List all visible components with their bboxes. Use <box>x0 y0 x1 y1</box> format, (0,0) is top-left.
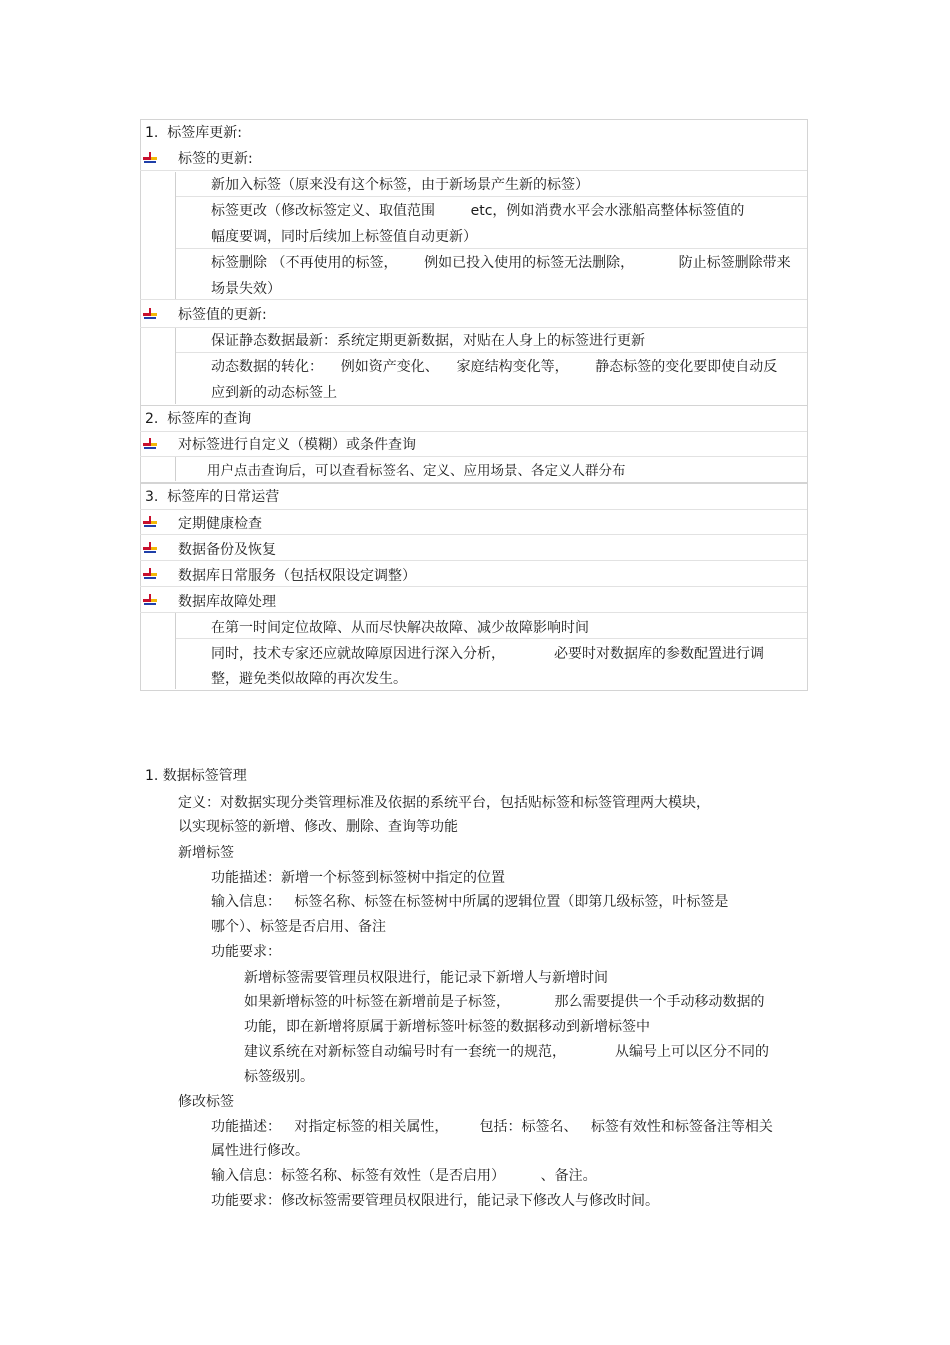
item-delete-label-1: 标签删除 （不再使用的标签， 例如已投入使用的标签无法删除， 防止标签删除带来 <box>211 255 791 271</box>
row-separator <box>140 327 807 328</box>
item-change-label-1: 标签更改（修改标签定义、取值范围 etc，例如消费水平会水涨船高整体标签值的 <box>211 203 745 219</box>
add-input-info-1: 输入信息： 标签名称、标签在标签树中所属的逻辑位置（即第几级标签，叶标签是 <box>211 894 729 910</box>
item-dynamic-data-2: 应到新的动态标签上 <box>211 385 337 401</box>
item-static-data: 保证静态数据最新：系统定期更新数据，对贴在人身上的标签进行更新 <box>211 333 645 349</box>
subsection-add-label: 新增标签 <box>178 845 234 861</box>
row-separator <box>140 431 807 432</box>
indent-line <box>175 172 176 299</box>
bullet-value-update: 标签值的更新: <box>178 307 267 323</box>
edit-input-info: 输入信息：标签名称、标签有效性（是否启用） 、备注。 <box>211 1168 597 1184</box>
bookmark-bullet-icon <box>143 542 157 555</box>
row-separator <box>176 196 807 197</box>
indent-line <box>175 613 176 689</box>
bookmark-bullet-icon <box>143 568 157 581</box>
row-separator <box>140 612 807 613</box>
row-separator <box>140 534 807 535</box>
heading-daily-operations: 3. 标签库的日常运营 <box>145 489 280 505</box>
section-title-data-label-management: 1. 数据标签管理 <box>145 768 247 784</box>
bullet-custom-query: 对标签进行自定义（模糊）或条件查询 <box>178 437 416 453</box>
indent-line <box>175 328 176 404</box>
row-separator <box>140 560 807 561</box>
bookmark-bullet-icon <box>143 308 157 321</box>
bullet-daily-service: 数据库日常服务（包括权限设定调整） <box>178 568 416 584</box>
bookmark-bullet-icon <box>143 438 157 451</box>
row-separator <box>176 352 807 353</box>
edit-function-desc-1: 功能描述： 对指定标签的相关属性， 包括：标签名、 标签有效性和标签备注等相关 <box>211 1119 773 1135</box>
bullet-health-check: 定期健康检查 <box>178 516 262 532</box>
bookmark-bullet-icon <box>143 594 157 607</box>
definition-line-1: 定义：对数据实现分类管理标准及依据的系统平台，包括贴标签和标签管理两大模块， <box>178 795 710 811</box>
heading-label-library-query: 2. 标签库的查询 <box>145 411 252 427</box>
add-function-desc: 功能描述：新增一个标签到标签树中指定的位置 <box>211 870 505 886</box>
add-req-item-1: 新增标签需要管理员权限进行，能记录下新增人与新增时间 <box>244 970 608 986</box>
add-req-item-3b: 标签级别。 <box>244 1069 314 1085</box>
bullet-fault-handling: 数据库故障处理 <box>178 594 276 610</box>
bookmark-bullet-icon <box>143 152 157 165</box>
item-dynamic-data-1: 动态数据的转化： 例如资产变化、 家庭结构变化等， 静态标签的变化要即使自动反 <box>211 359 778 375</box>
definition-line-2: 以实现标签的新增、修改、删除、查询等功能 <box>178 819 458 835</box>
add-function-req: 功能要求： <box>211 944 281 960</box>
row-separator <box>140 456 807 457</box>
add-input-info-2: 哪个）、标签是否启用、备注 <box>211 919 386 935</box>
row-separator <box>140 509 807 510</box>
item-fault-2: 同时，技术专家还应就故障原因进行深入分析， 必要时对数据库的参数配置进行调 <box>211 646 764 662</box>
add-req-item-2b: 功能，即在新增将原属于新增标签叶标签的数据移动到新增标签中 <box>244 1019 650 1035</box>
edit-function-req: 功能要求：修改标签需要管理员权限进行，能记录下修改人与修改时间。 <box>211 1193 659 1209</box>
edit-function-desc-2: 属性进行修改。 <box>211 1143 309 1159</box>
bullet-backup-restore: 数据备份及恢复 <box>178 542 276 558</box>
item-delete-label-2: 场景失效） <box>211 281 281 297</box>
heading-label-library-update: 1. 标签库更新: <box>145 125 242 141</box>
item-change-label-2: 幅度要调，同时后续加上标签值自动更新） <box>211 229 477 245</box>
row-separator <box>176 248 807 249</box>
item-fault-1: 在第一时间定位故障、从而尽快解决故障、减少故障影响时间 <box>211 620 589 636</box>
item-fault-3: 整，避免类似故障的再次发生。 <box>211 671 407 687</box>
row-separator <box>140 299 807 300</box>
add-req-item-2a: 如果新增标签的叶标签在新增前是子标签， 那么需要提供一个手动移动数据的 <box>244 994 765 1010</box>
indent-line <box>175 457 176 481</box>
subsection-edit-label: 修改标签 <box>178 1094 234 1110</box>
row-separator <box>140 586 807 587</box>
bullet-label-update: 标签的更新: <box>178 151 253 167</box>
add-req-item-3a: 建议系统在对新标签自动编号时有一套统一的规范， 从编号上可以区分不同的 <box>244 1044 769 1060</box>
item-query-detail: 用户点击查询后，可以查看标签名、定义、应用场景、各定义人群分布 <box>207 463 626 479</box>
item-new-label: 新加入标签（原来没有这个标签，由于新场景产生新的标签） <box>211 177 589 193</box>
row-separator <box>140 170 807 171</box>
row-separator <box>176 638 807 639</box>
bookmark-bullet-icon <box>143 516 157 529</box>
